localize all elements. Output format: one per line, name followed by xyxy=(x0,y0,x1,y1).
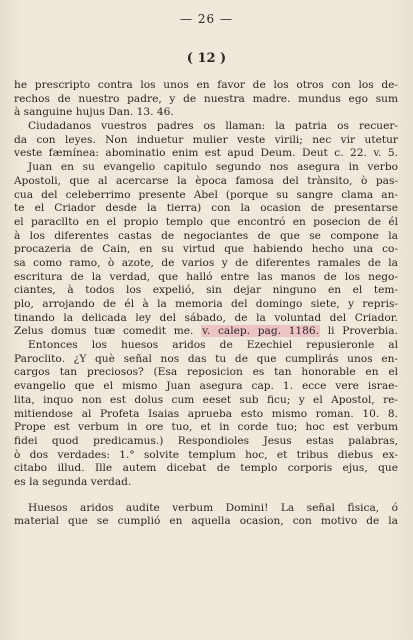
text-line: el paracllto en el propio templo que encontró en posecion de él xyxy=(14,215,398,228)
paragraph-start-line: Huesos aridos audite verbum Domini! La señal fìsica, ó xyxy=(28,501,398,514)
text-line: lita, inquo non est dolus cum eeset sub ficu; y el Apostol, re- xyxy=(14,393,398,406)
text-line: da con leyes. Non induetur mulier veste virili; nec vir utetur xyxy=(14,133,398,146)
zelus-text-end: li Proverbia. xyxy=(320,325,398,338)
body-text xyxy=(14,79,398,529)
text-line: à sanguine hujus Dan. 13. 46. xyxy=(14,106,174,119)
paragraph-start-line: Entonces los huesos aridos de Ezechiel repusieronle al xyxy=(28,339,398,352)
text-line: à los diferentes castas de negociantes de que se compone la xyxy=(14,229,398,242)
text-line: tinando la delicada ley del sábado, de la voluntad del Criador. xyxy=(14,311,398,324)
text-line: cua del celeberrimo presente Abel (porque su sangre clama an- xyxy=(14,188,398,201)
text-line: material que se cumplió en aquella ocasion, con motivo de la xyxy=(14,515,398,528)
zelus-line xyxy=(14,325,398,339)
text-line: sa como ramo, ò azote, de varios y de diferentes ramales de la xyxy=(14,256,398,269)
text-line: procazeria de Cain, en su virtud que habiendo hecho una co- xyxy=(14,243,398,256)
zelus-text: Zelus domus tuæ comedit me. xyxy=(14,325,202,338)
highlighted-reference: v. calep. pag. 1186. xyxy=(202,325,320,338)
text-line: rechos de nuestro padre, y de nuestra madre. mundus ego sum xyxy=(14,92,398,105)
text-line: ò dos verdades: 1.° solvite templum hoc, et tribus diebus ex- xyxy=(14,448,398,461)
text-line: ciantes, à todos los expelió, sin dejar ninguno en el tem- xyxy=(14,284,398,297)
text-line: fidei quod predicamus.) Respondioles Jesus estas palabras, xyxy=(14,434,398,447)
text-line: he prescripto contra los unos en favor de los otros con los de- xyxy=(14,79,398,91)
text-line: veste fæmínea: abominatio enim est apud Deum. Deut c. 22. v. 5. xyxy=(14,147,398,160)
text-line: es la segunda verdad. xyxy=(14,475,132,488)
text-line: cargos tan preciosos? (Esa reposicion es tan honorable en el xyxy=(14,366,398,379)
text-line: Paroclito. ¿Y què señal nos das tu de que cumplirás unos en- xyxy=(14,352,398,365)
text-line: te el Criador desde la tierra) con la ocasion de presentarse xyxy=(14,202,398,215)
paragraph-start-line: Juan en su evangelio capitulo segundo nos asegura in verbo xyxy=(28,161,398,174)
page-number: — 26 — xyxy=(180,12,233,26)
text-line: plo, arrojando de él à la memoria del domingo siete, y repris- xyxy=(14,298,398,310)
paragraph-start-line: Ciudadanos vuestros padres os llaman: la patria os recuer- xyxy=(28,120,398,133)
text-line: Prope est verbum in ore tuo, et in corde tuo; hoc est verbum xyxy=(14,421,398,434)
text-line: escritura de la verdad, que halló entre las manos de los nego- xyxy=(14,270,398,283)
text-line: evangelio que el mismo Juan asegura cap. 1. ecce vere israe- xyxy=(14,380,398,393)
section-number: ( 12 ) xyxy=(186,51,227,66)
text-line: Apostoli, que al acercarse la època famosa del trànsito, ò pas- xyxy=(14,174,398,187)
text-line: citabo illud. Ille autem dicebat de templo corporis ejus, que xyxy=(14,462,398,475)
text-line: mitiendose al Profeta Isaias aprueba esto mismo roman. 10. 8. xyxy=(14,407,398,420)
